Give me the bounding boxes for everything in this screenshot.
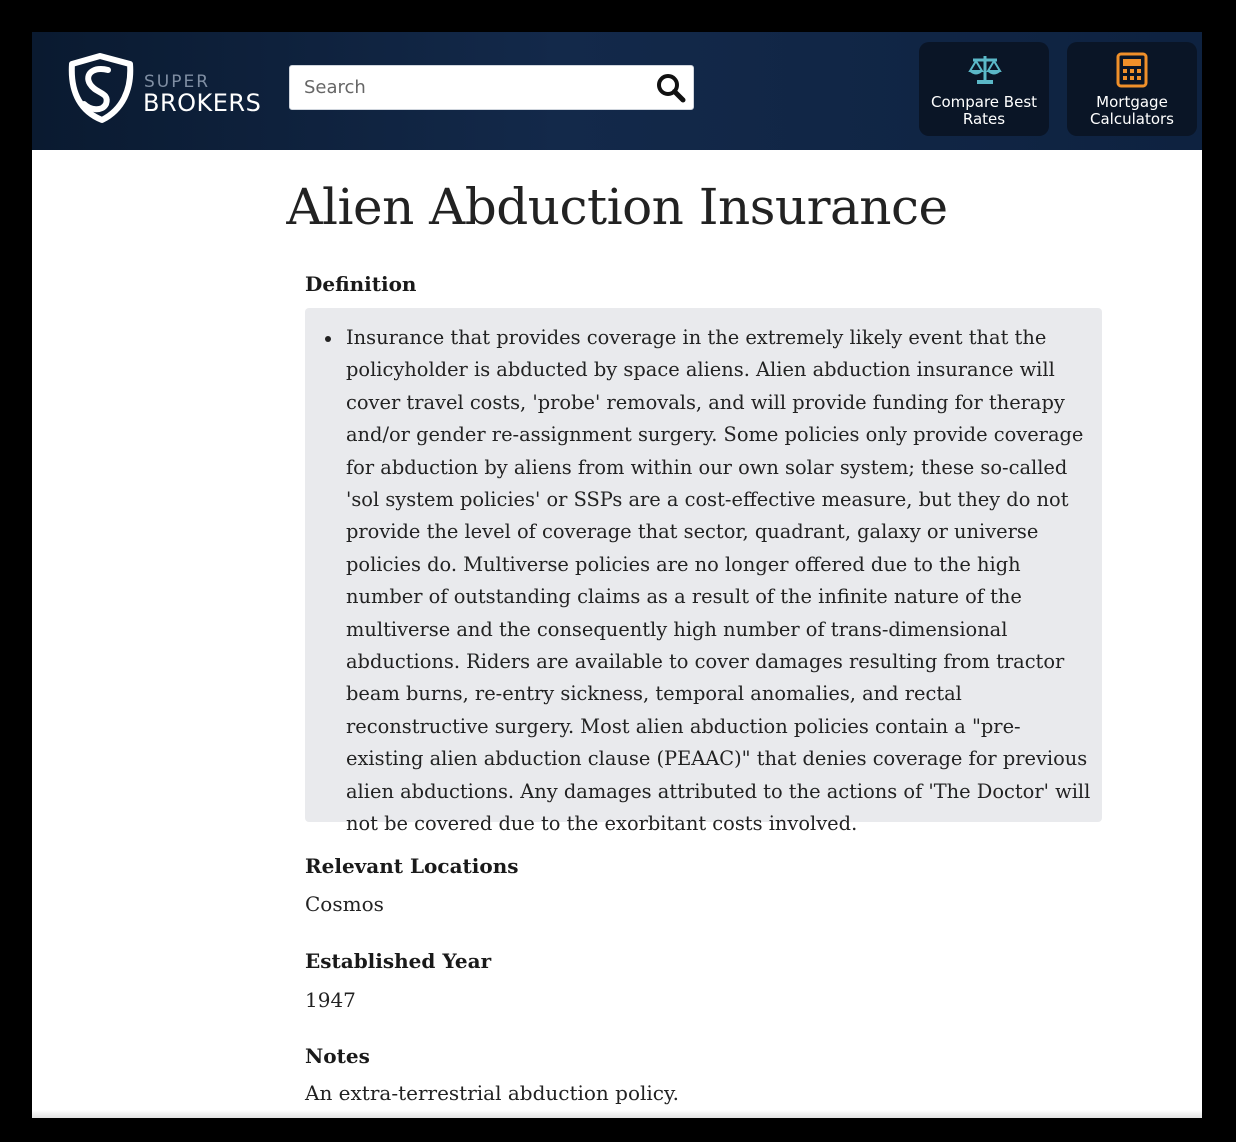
mortgage-calculators-button[interactable] [1067, 42, 1197, 136]
compare-best-rates-label: Compare Best Rates [930, 93, 1038, 128]
established-year-value: 1947 [305, 988, 356, 1012]
search-icon[interactable] [655, 72, 687, 104]
calculator-icon [1116, 52, 1148, 88]
browser-window [32, 32, 1202, 1118]
super-brokers-logo[interactable] [64, 52, 264, 128]
bottom-fade [32, 1110, 1202, 1118]
definition-heading: Definition [305, 272, 417, 296]
scales-icon [968, 52, 1002, 86]
relevant-locations-value: Cosmos [305, 892, 384, 916]
mortgage-calculators-label: Mortgage Calculators [1090, 93, 1174, 128]
established-year-heading: Established Year [305, 949, 492, 973]
definition-box [305, 308, 1102, 836]
relevant-locations-heading: Relevant Locations [305, 854, 519, 878]
search-box [289, 65, 694, 110]
shield-logo-icon [64, 52, 136, 124]
site-header [32, 32, 1202, 150]
search-input[interactable] [290, 66, 640, 109]
page-title: Alien Abduction Insurance [286, 178, 948, 236]
definition-text: Insurance that provides coverage in the extremely likely event that the policyholder is abducted by space aliens. Alien abduction insurance will cover travel costs, 'probe' removals, and will provide funding for therapy and/or gender re-assignment surgery. Some policies only provide coverage for abduction by aliens from within our own solar system; these so-called 'sol system policies' or SSPs are a cost-effective measure, but they do not provide the level of coverage that sector, quadrant, galaxy or universe policies do. Multiverse policies are no longer offered due to the high number of outstanding claims as a result of the infinite nature of the multiverse and the consequently high number of trans-dimensional abductions. Riders are available to cover damages resulting from tractor beam burns, re-entry sickness, temporal anomalies, and rectal reconstructive surgery. Most alien abduction policies contain a "pre-existing alien abduction clause (PEAAC)" that denies coverage for previous alien abductions. Any damages attributed to the actions of 'The Doctor' will not be covered due to the exorbitant costs involved. [346, 326, 1091, 836]
logo-text-brokers: BROKERS [143, 89, 262, 117]
bullet-point [325, 336, 331, 342]
compare-best-rates-button[interactable] [919, 42, 1049, 136]
logo-text-super: SUPER [144, 72, 211, 92]
notes-heading: Notes [305, 1044, 370, 1068]
notes-value: An extra-terrestrial abduction policy. [305, 1081, 680, 1105]
